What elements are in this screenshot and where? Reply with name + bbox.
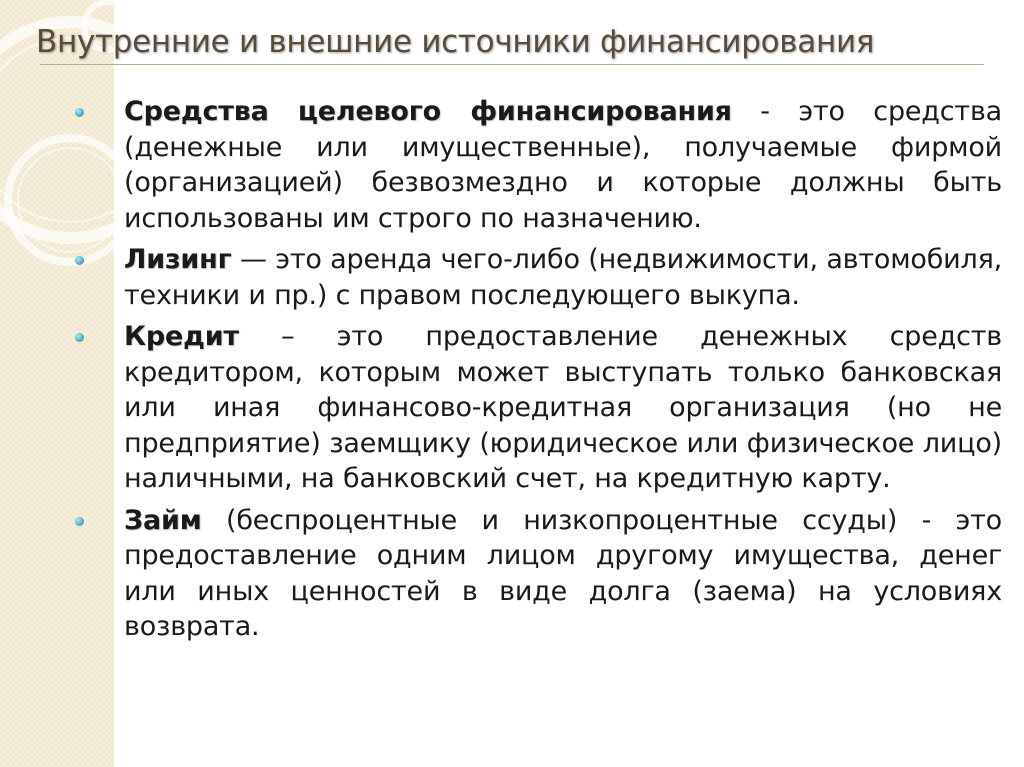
term-loan: Займ — [124, 504, 202, 536]
term-credit: Кредит — [124, 321, 239, 352]
definition-text: – это предоставление денежных средств кредитором, которым может выступать только банковская или иная финансово-кредитная организация (но не предприятие) заемщику (юридическое или физическое лицо) наличными, на банковский счет, на кредитную карту. — [124, 321, 1002, 494]
title-bar — [0, 0, 1024, 86]
definition-text: (беспроцентные и низкопроцентные ссуды) - это предоставление одним лицом другому имущества, денег или иных ценностей в виде долга (заема) на условиях возврата. — [124, 504, 1002, 642]
definition-text: — это аренда чего-либо (недвижимости, автомобиля, техники и пр.) с правом последующего выкупа. — [124, 244, 1002, 311]
list-item — [72, 94, 1002, 236]
title-divider — [40, 64, 984, 65]
bullet-list — [72, 94, 1002, 651]
term-leasing: Лизинг — [124, 244, 232, 275]
list-item — [72, 242, 1002, 313]
list-item — [72, 503, 1002, 645]
bullet-dot-icon — [75, 108, 84, 117]
bullet-dot-icon — [75, 517, 84, 526]
list-item — [72, 319, 1002, 497]
definition-text: - это средства (денежные или имущественные), получаемые фирмой (организацией) безвозмездно и которые должны быть использованы им строго по назначению. — [124, 96, 1002, 234]
page-title: Внутренние и внешние источники финансирования — [36, 24, 875, 60]
bullet-dot-icon — [75, 333, 84, 342]
bullet-dot-icon — [75, 256, 84, 265]
term-target-financing: Средства целевого финансирования — [124, 96, 732, 127]
